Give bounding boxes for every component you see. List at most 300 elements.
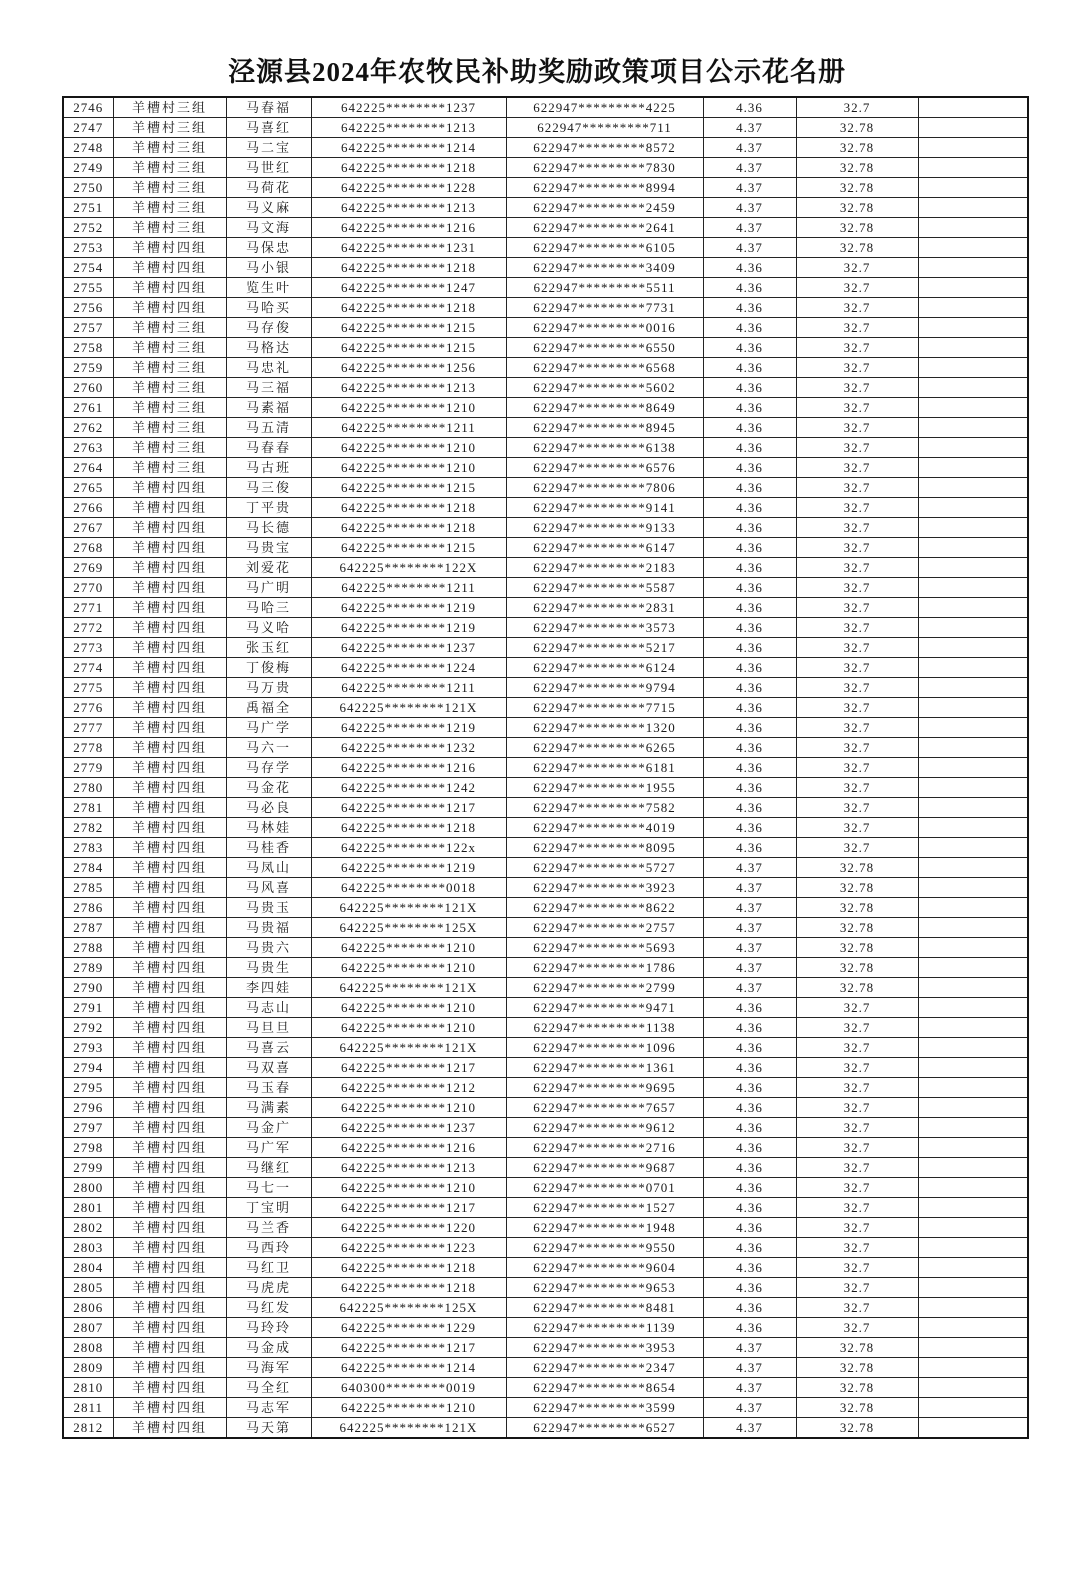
bank-account-cell: 622947*********7731 [506,298,703,318]
amount-cell: 4.36 [703,1158,796,1178]
id-number-cell: 642225********1210 [311,938,506,958]
bank-account-cell: 622947*********8994 [506,178,703,198]
person-name-cell: 马凤山 [226,858,311,878]
bank-account-cell: 622947*********5217 [506,638,703,658]
bank-account-cell: 622947*********2757 [506,918,703,938]
id-number-cell: 642225********1218 [311,498,506,518]
remark-cell [918,878,1028,898]
bank-account-cell: 622947*********9550 [506,1238,703,1258]
person-name-cell: 马古班 [226,458,311,478]
amount-total-cell: 32.7 [796,1298,918,1318]
bank-account-cell: 622947*********7806 [506,478,703,498]
village-group-cell: 羊槽村四组 [113,1418,226,1439]
person-name-cell: 马保忠 [226,238,311,258]
remark-cell [918,738,1028,758]
id-number-cell: 642225********1213 [311,378,506,398]
village-group-cell: 羊槽村四组 [113,1178,226,1198]
remark-cell [918,1338,1028,1358]
amount-total-cell: 32.7 [796,338,918,358]
remark-cell [918,1398,1028,1418]
amount-total-cell: 32.7 [796,1038,918,1058]
village-group-cell: 羊槽村四组 [113,478,226,498]
bank-account-cell: 622947*********6105 [506,238,703,258]
bank-account-cell: 622947*********2799 [506,978,703,998]
table-row [63,938,1028,958]
remark-cell [918,1318,1028,1338]
remark-cell [918,918,1028,938]
row-number-cell: 2803 [63,1238,113,1258]
bank-account-cell: 622947*********1527 [506,1198,703,1218]
row-number-cell: 2763 [63,438,113,458]
amount-cell: 4.36 [703,998,796,1018]
remark-cell [918,618,1028,638]
id-number-cell: 642225********1219 [311,718,506,738]
remark-cell [918,158,1028,178]
id-number-cell: 642225********1210 [311,458,506,478]
remark-cell [918,438,1028,458]
village-group-cell: 羊槽村三组 [113,398,226,418]
row-number-cell: 2796 [63,1098,113,1118]
table-row [63,978,1028,998]
row-number-cell: 2790 [63,978,113,998]
table-row [63,1378,1028,1398]
remark-cell [918,1078,1028,1098]
id-number-cell: 642225********1237 [311,638,506,658]
amount-cell: 4.36 [703,1238,796,1258]
amount-cell: 4.36 [703,698,796,718]
table-row [63,698,1028,718]
amount-cell: 4.36 [703,1038,796,1058]
bank-account-cell: 622947*********1955 [506,778,703,798]
row-number-cell: 2761 [63,398,113,418]
row-number-cell: 2782 [63,818,113,838]
row-number-cell: 2798 [63,1138,113,1158]
bank-account-cell: 622947*********7582 [506,798,703,818]
row-number-cell: 2756 [63,298,113,318]
bank-account-cell: 622947*********3953 [506,1338,703,1358]
table-row [63,218,1028,238]
person-name-cell: 马文海 [226,218,311,238]
remark-cell [918,1118,1028,1138]
amount-cell: 4.37 [703,118,796,138]
bank-account-cell: 622947*********9794 [506,678,703,698]
bank-account-cell: 622947*********7657 [506,1098,703,1118]
person-name-cell: 马七一 [226,1178,311,1198]
row-number-cell: 2757 [63,318,113,338]
person-name-cell: 马春福 [226,97,311,118]
row-number-cell: 2811 [63,1398,113,1418]
amount-total-cell: 32.7 [796,278,918,298]
amount-cell: 4.36 [703,598,796,618]
row-number-cell: 2755 [63,278,113,298]
id-number-cell: 642225********1217 [311,798,506,818]
amount-total-cell: 32.7 [796,418,918,438]
id-number-cell: 642225********1219 [311,618,506,638]
bank-account-cell: 622947*********6124 [506,658,703,678]
amount-total-cell: 32.7 [796,558,918,578]
amount-cell: 4.36 [703,738,796,758]
table-row [63,1018,1028,1038]
amount-cell: 4.37 [703,1338,796,1358]
amount-total-cell: 32.7 [796,698,918,718]
village-group-cell: 羊槽村四组 [113,898,226,918]
row-number-cell: 2797 [63,1118,113,1138]
id-number-cell: 642225********1213 [311,118,506,138]
bank-account-cell: 622947*********6181 [506,758,703,778]
person-name-cell: 马贵玉 [226,898,311,918]
village-group-cell: 羊槽村三组 [113,438,226,458]
bank-account-cell: 622947*********6265 [506,738,703,758]
amount-total-cell: 32.7 [796,618,918,638]
bank-account-cell: 622947*********1096 [506,1038,703,1058]
table-row [63,538,1028,558]
table-row [63,378,1028,398]
remark-cell [918,118,1028,138]
table-row [63,418,1028,438]
amount-total-cell: 32.78 [796,918,918,938]
amount-cell: 4.36 [703,1198,796,1218]
amount-cell: 4.36 [703,1298,796,1318]
id-number-cell: 642225********1237 [311,97,506,118]
row-number-cell: 2777 [63,718,113,738]
remark-cell [918,578,1028,598]
person-name-cell: 马春春 [226,438,311,458]
village-group-cell: 羊槽村四组 [113,738,226,758]
village-group-cell: 羊槽村四组 [113,978,226,998]
remark-cell [918,198,1028,218]
table-row [63,1318,1028,1338]
amount-total-cell: 32.7 [796,838,918,858]
amount-total-cell: 32.78 [796,1358,918,1378]
bank-account-cell: 622947*********9695 [506,1078,703,1098]
amount-total-cell: 32.7 [796,518,918,538]
village-group-cell: 羊槽村四组 [113,1358,226,1378]
remark-cell [918,178,1028,198]
person-name-cell: 马万贵 [226,678,311,698]
table-row [63,198,1028,218]
amount-cell: 4.36 [703,258,796,278]
amount-cell: 4.37 [703,218,796,238]
remark-cell [918,298,1028,318]
bank-account-cell: 622947*********1786 [506,958,703,978]
row-number-cell: 2770 [63,578,113,598]
row-number-cell: 2766 [63,498,113,518]
amount-total-cell: 32.78 [796,238,918,258]
id-number-cell: 642225********1210 [311,1018,506,1038]
person-name-cell: 马广明 [226,578,311,598]
table-row [63,958,1028,978]
table-row [63,658,1028,678]
amount-cell: 4.37 [703,978,796,998]
table-row [63,1158,1028,1178]
row-number-cell: 2783 [63,838,113,858]
table-row [63,298,1028,318]
row-number-cell: 2748 [63,138,113,158]
village-group-cell: 羊槽村四组 [113,638,226,658]
remark-cell [918,218,1028,238]
row-number-cell: 2787 [63,918,113,938]
person-name-cell: 马必良 [226,798,311,818]
amount-cell: 4.36 [703,398,796,418]
amount-total-cell: 32.7 [796,258,918,278]
person-name-cell: 马义哈 [226,618,311,638]
id-number-cell: 642225********121X [311,978,506,998]
id-number-cell: 642225********1217 [311,1198,506,1218]
person-name-cell: 马风喜 [226,878,311,898]
table-row [63,1418,1028,1439]
id-number-cell: 642225********121X [311,1038,506,1058]
id-number-cell: 642225********1218 [311,518,506,538]
village-group-cell: 羊槽村三组 [113,418,226,438]
remark-cell [918,778,1028,798]
id-number-cell: 642225********1215 [311,318,506,338]
person-name-cell: 禹福全 [226,698,311,718]
village-group-cell: 羊槽村四组 [113,1338,226,1358]
table-row [63,778,1028,798]
amount-cell: 4.37 [703,238,796,258]
person-name-cell: 丁宝明 [226,1198,311,1218]
table-row [63,1218,1028,1238]
table-row [63,838,1028,858]
person-name-cell: 马海军 [226,1358,311,1378]
table-row [63,678,1028,698]
table-row [63,318,1028,338]
person-name-cell: 丁俊梅 [226,658,311,678]
amount-cell: 4.36 [703,1018,796,1038]
person-name-cell: 马存学 [226,758,311,778]
amount-total-cell: 32.7 [796,398,918,418]
row-number-cell: 2801 [63,1198,113,1218]
amount-cell: 4.37 [703,878,796,898]
id-number-cell: 642225********121X [311,1418,506,1439]
id-number-cell: 642225********1216 [311,1138,506,1158]
village-group-cell: 羊槽村四组 [113,838,226,858]
table-row [63,178,1028,198]
id-number-cell: 642225********1211 [311,578,506,598]
amount-cell: 4.36 [703,1098,796,1118]
village-group-cell: 羊槽村四组 [113,618,226,638]
table-row [63,238,1028,258]
page-title: 泾源县2024年农牧民补助奖励政策项目公示花名册 [228,57,846,87]
amount-cell: 4.36 [703,818,796,838]
amount-cell: 4.36 [703,798,796,818]
row-number-cell: 2768 [63,538,113,558]
remark-cell [918,898,1028,918]
person-name-cell: 马金花 [226,778,311,798]
remark-cell [918,498,1028,518]
table-row [63,97,1028,118]
amount-cell: 4.36 [703,338,796,358]
village-group-cell: 羊槽村四组 [113,678,226,698]
village-group-cell: 羊槽村四组 [113,858,226,878]
row-number-cell: 2804 [63,1258,113,1278]
village-group-cell: 羊槽村四组 [113,1098,226,1118]
id-number-cell: 642225********1218 [311,818,506,838]
remark-cell [918,318,1028,338]
roster-table [62,96,1029,1439]
amount-total-cell: 32.7 [796,498,918,518]
village-group-cell: 羊槽村三组 [113,378,226,398]
village-group-cell: 羊槽村四组 [113,258,226,278]
remark-cell [918,998,1028,1018]
table-row [63,518,1028,538]
amount-cell: 4.36 [703,778,796,798]
person-name-cell: 览生叶 [226,278,311,298]
amount-cell: 4.36 [703,1278,796,1298]
village-group-cell: 羊槽村四组 [113,938,226,958]
village-group-cell: 羊槽村三组 [113,318,226,338]
row-number-cell: 2764 [63,458,113,478]
amount-cell: 4.36 [703,678,796,698]
table-row [63,798,1028,818]
id-number-cell: 642225********1213 [311,198,506,218]
amount-cell: 4.36 [703,518,796,538]
amount-cell: 4.37 [703,1358,796,1378]
remark-cell [918,97,1028,118]
table-row [63,1358,1028,1378]
row-number-cell: 2765 [63,478,113,498]
amount-cell: 4.36 [703,718,796,738]
amount-total-cell: 32.78 [796,118,918,138]
row-number-cell: 2772 [63,618,113,638]
remark-cell [918,1298,1028,1318]
person-name-cell: 马虎虎 [226,1278,311,1298]
id-number-cell: 642225********1237 [311,1118,506,1138]
row-number-cell: 2781 [63,798,113,818]
village-group-cell: 羊槽村四组 [113,1398,226,1418]
remark-cell [918,1038,1028,1058]
bank-account-cell: 622947*********6138 [506,438,703,458]
amount-total-cell: 32.7 [796,1058,918,1078]
bank-account-cell: 622947*********7715 [506,698,703,718]
id-number-cell: 642225********1210 [311,1178,506,1198]
table-row [63,1138,1028,1158]
amount-cell: 4.37 [703,178,796,198]
bank-account-cell: 622947*********3923 [506,878,703,898]
id-number-cell: 642225********1242 [311,778,506,798]
amount-cell: 4.37 [703,958,796,978]
row-number-cell: 2750 [63,178,113,198]
row-number-cell: 2799 [63,1158,113,1178]
remark-cell [918,758,1028,778]
amount-total-cell: 32.7 [796,1258,918,1278]
amount-cell: 4.37 [703,158,796,178]
id-number-cell: 642225********125X [311,1298,506,1318]
amount-cell: 4.36 [703,658,796,678]
village-group-cell: 羊槽村四组 [113,538,226,558]
person-name-cell: 马三俊 [226,478,311,498]
village-group-cell: 羊槽村四组 [113,1078,226,1098]
amount-cell: 4.37 [703,898,796,918]
amount-total-cell: 32.7 [796,1018,918,1038]
remark-cell [918,278,1028,298]
amount-total-cell: 32.78 [796,978,918,998]
remark-cell [918,1098,1028,1118]
village-group-cell: 羊槽村四组 [113,918,226,938]
amount-total-cell: 32.7 [796,658,918,678]
person-name-cell: 马贵福 [226,918,311,938]
row-number-cell: 2751 [63,198,113,218]
bank-account-cell: 622947*********5727 [506,858,703,878]
bank-account-cell: 622947*********6568 [506,358,703,378]
id-number-cell: 642225********1210 [311,1098,506,1118]
person-name-cell: 马素福 [226,398,311,418]
id-number-cell: 642225********1215 [311,478,506,498]
village-group-cell: 羊槽村四组 [113,998,226,1018]
amount-total-cell: 32.78 [796,1338,918,1358]
village-group-cell: 羊槽村四组 [113,1138,226,1158]
amount-cell: 4.36 [703,358,796,378]
village-group-cell: 羊槽村四组 [113,958,226,978]
table-row [63,138,1028,158]
village-group-cell: 羊槽村四组 [113,598,226,618]
remark-cell [918,858,1028,878]
id-number-cell: 642225********1223 [311,1238,506,1258]
row-number-cell: 2788 [63,938,113,958]
village-group-cell: 羊槽村四组 [113,798,226,818]
village-group-cell: 羊槽村三组 [113,118,226,138]
row-number-cell: 2809 [63,1358,113,1378]
village-group-cell: 羊槽村四组 [113,1258,226,1278]
id-number-cell: 642225********1210 [311,1398,506,1418]
remark-cell [918,1218,1028,1238]
village-group-cell: 羊槽村三组 [113,178,226,198]
remark-cell [918,1258,1028,1278]
table-row [63,898,1028,918]
id-number-cell: 642225********1217 [311,1338,506,1358]
row-number-cell: 2792 [63,1018,113,1038]
person-name-cell: 马荷花 [226,178,311,198]
amount-total-cell: 32.78 [796,198,918,218]
bank-account-cell: 622947*********2716 [506,1138,703,1158]
bank-account-cell: 622947*********8622 [506,898,703,918]
bank-account-cell: 622947*********6527 [506,1418,703,1439]
village-group-cell: 羊槽村三组 [113,97,226,118]
village-group-cell: 羊槽村四组 [113,778,226,798]
table-row [63,1038,1028,1058]
amount-cell: 4.37 [703,938,796,958]
id-number-cell: 642225********1220 [311,1218,506,1238]
person-name-cell: 马喜云 [226,1038,311,1058]
amount-total-cell: 32.7 [796,578,918,598]
village-group-cell: 羊槽村四组 [113,1318,226,1338]
bank-account-cell: 622947*********7830 [506,158,703,178]
bank-account-cell: 622947*********9612 [506,1118,703,1138]
id-number-cell: 642225********1228 [311,178,506,198]
id-number-cell: 642225********1210 [311,958,506,978]
amount-cell: 4.36 [703,1078,796,1098]
amount-total-cell: 32.7 [796,1098,918,1118]
remark-cell [918,678,1028,698]
amount-total-cell: 32.78 [796,898,918,918]
remark-cell [918,378,1028,398]
bank-account-cell: 622947*********1948 [506,1218,703,1238]
table-row [63,158,1028,178]
person-name-cell: 马旦旦 [226,1018,311,1038]
row-number-cell: 2774 [63,658,113,678]
bank-account-cell: 622947*********5693 [506,938,703,958]
village-group-cell: 羊槽村四组 [113,1038,226,1058]
amount-total-cell: 32.78 [796,138,918,158]
person-name-cell: 马桂香 [226,838,311,858]
village-group-cell: 羊槽村四组 [113,278,226,298]
remark-cell [918,1418,1028,1439]
person-name-cell: 马长德 [226,518,311,538]
amount-total-cell: 32.7 [796,378,918,398]
bank-account-cell: 622947*********4225 [506,97,703,118]
amount-cell: 4.36 [703,418,796,438]
row-number-cell: 2794 [63,1058,113,1078]
